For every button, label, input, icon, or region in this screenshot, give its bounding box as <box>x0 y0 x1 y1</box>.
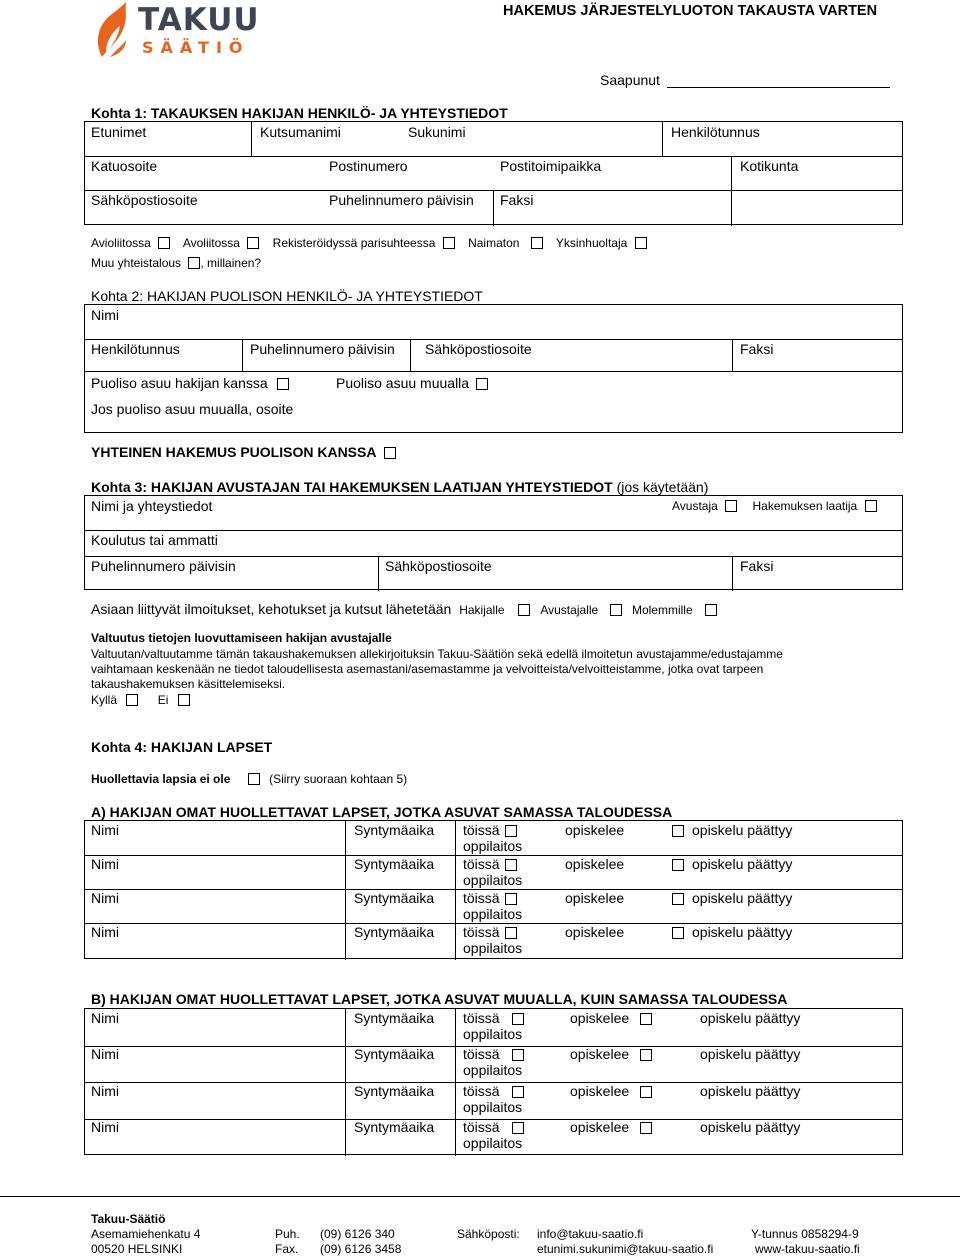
cohabiting-checkbox[interactable] <box>247 237 259 249</box>
spouse-ssn-field[interactable]: Henkilötunnus <box>91 341 180 357</box>
child-birthdate-field[interactable]: Syntymäaika <box>354 1046 435 1062</box>
cohabiting-label: Avoliitossa <box>182 236 240 250</box>
no-children-checkbox[interactable] <box>248 773 260 785</box>
child-studying-checkbox[interactable] <box>640 1049 652 1061</box>
spouse-elsewhere-row <box>336 375 488 391</box>
joint-application-label: YHTEINEN HAKEMUS PUOLISON KANSSA <box>91 444 376 460</box>
notice-applicant-label: Hakijalle <box>459 603 505 617</box>
logo <box>92 2 260 60</box>
child-working-label: töissä <box>463 924 500 940</box>
child-studies-end-label: opiskelu päättyy <box>692 924 793 940</box>
authorization-title: Valtuutus tietojen luovuttamiseen hakijan avustajalle <box>91 631 392 645</box>
child-working-label: töissä <box>463 1083 500 1099</box>
single-checkbox[interactable] <box>531 237 543 249</box>
child-studies-end-label: opiskelu päättyy <box>700 1083 801 1099</box>
spouse-address-field[interactable]: Jos puoliso asuu muualla, osoite <box>91 401 294 417</box>
footer-org: Takuu-Säätiö <box>91 1212 166 1226</box>
child-studies-end-label: opiskelu päättyy <box>700 1010 801 1026</box>
assistant-email-field[interactable]: Sähköpostiosoite <box>385 558 492 574</box>
child-school-field[interactable]: oppilaitos <box>463 906 523 922</box>
footer-divider <box>0 1196 960 1197</box>
child-name-field[interactable]: Nimi <box>91 1083 119 1099</box>
assistant-name-field[interactable]: Nimi ja yhteystiedot <box>91 498 213 514</box>
assistant-fax-field[interactable]: Faksi <box>740 558 774 574</box>
footer-email-link[interactable]: info@takuu-saatio.fi <box>537 1227 644 1241</box>
child-birthdate-field[interactable]: Syntymäaika <box>354 890 435 906</box>
child-school-field[interactable]: oppilaitos <box>463 940 523 956</box>
child-working-label: töissä <box>463 856 500 872</box>
spouse-same-household-label: Puoliso asuu hakijan kanssa <box>91 375 268 391</box>
other-household-row <box>91 256 261 270</box>
other-household-label: Muu yhteistalous <box>91 256 182 270</box>
married-checkbox[interactable] <box>158 237 170 249</box>
child-birthdate-field[interactable]: Syntymäaika <box>354 822 435 838</box>
fax-field[interactable]: Faksi <box>500 192 534 208</box>
email-field[interactable]: Sähköpostiosoite <box>91 192 198 208</box>
spouse-name-field[interactable]: Nimi <box>91 307 119 323</box>
other-household-suffix: , millainen? <box>200 256 262 270</box>
child-name-field[interactable]: Nimi <box>91 924 119 940</box>
child-working-checkbox[interactable] <box>505 859 517 871</box>
footer-web-link[interactable]: www-takuu-saatio.fi <box>755 1242 860 1256</box>
child-name-field[interactable]: Nimi <box>91 1010 119 1026</box>
footer-email-label: Sähköposti: <box>457 1227 520 1241</box>
child-birthdate-field[interactable]: Syntymäaika <box>354 1119 435 1135</box>
child-working-checkbox[interactable] <box>505 927 517 939</box>
authorization-line-3: takaushakemuksen käsittelemiseksi. <box>91 677 286 691</box>
footer-fax-label: Fax. <box>275 1242 299 1256</box>
assistant-checkbox[interactable] <box>725 500 737 512</box>
other-household-checkbox[interactable] <box>188 257 200 269</box>
child-name-field[interactable]: Nimi <box>91 1119 119 1135</box>
child-school-field[interactable]: oppilaitos <box>463 838 523 854</box>
footer-phone: (09) 6126 340 <box>320 1227 395 1241</box>
section3-title-main: Kohta 3: HAKIJAN AVUSTAJAN TAI HAKEMUKSEN LAATIJAN YHTEYSTIEDOT <box>91 479 613 495</box>
logo-sub-text: SÄÄTIÖ <box>142 38 250 57</box>
children-a-title: A) HAKIJAN OMAT HUOLLETTAVAT LAPSET, JOTKA ASUVAT SAMASSA TALOUDESSA <box>91 804 673 820</box>
notice-both-checkbox[interactable] <box>705 604 717 616</box>
child-studying-label: opiskelee <box>570 1046 630 1062</box>
child-birthdate-field[interactable]: Syntymäaika <box>354 856 435 872</box>
yes-checkbox[interactable] <box>126 694 138 706</box>
spouse-same-household-row <box>91 375 289 391</box>
child-school-field[interactable]: oppilaitos <box>463 1135 523 1151</box>
child-studies-end-label: opiskelu päättyy <box>700 1119 801 1135</box>
section1-table <box>84 121 903 225</box>
section3-title-suffix: (jos käytetään) <box>616 479 709 495</box>
footer-fax: (09) 6126 3458 <box>320 1242 402 1256</box>
footer-business-id: Y-tunnus 0858294-9 <box>751 1227 859 1241</box>
flame-logo-icon <box>92 2 134 60</box>
child-studying-checkbox[interactable] <box>672 825 684 837</box>
children-b-title: B) HAKIJAN OMAT HUOLLETTAVAT LAPSET, JOTKA ASUVAT MUUALLA, KUIN SAMASSA TALOUDESSA <box>91 991 788 1007</box>
registered-partnership-checkbox[interactable] <box>443 237 455 249</box>
child-school-field[interactable]: oppilaitos <box>463 1026 523 1042</box>
child-studying-label: opiskelee <box>570 1119 630 1135</box>
single-label: Naimaton <box>468 236 520 250</box>
no-children-row <box>91 772 407 786</box>
notice-both-label: Molemmille <box>631 603 693 617</box>
section2-table <box>84 304 903 433</box>
preparer-label: Hakemuksen laatija <box>752 499 858 513</box>
no-children-note: (Siirry suoraan kohtaan 5) <box>269 772 408 786</box>
notices-label: Asiaan liittyvät ilmoitukset, kehotukset ja kutsut lähetetään <box>91 601 452 617</box>
child-studying-checkbox[interactable] <box>672 927 684 939</box>
section2-title: Kohta 2: HAKIJAN PUOLISON HENKILÖ- JA YHTEYSTIEDOT <box>91 288 483 304</box>
child-working-label: töissä <box>463 1010 500 1026</box>
street-field[interactable]: Katuosoite <box>91 158 158 174</box>
child-school-field[interactable]: oppilaitos <box>463 1062 523 1078</box>
section3-table <box>84 495 903 590</box>
child-birthdate-field[interactable]: Syntymäaika <box>354 924 435 940</box>
footer-city: 00520 HELSINKI <box>91 1242 183 1256</box>
child-studying-label: opiskelee <box>570 1010 630 1026</box>
child-name-field[interactable]: Nimi <box>91 856 119 872</box>
spouse-fax-field[interactable]: Faksi <box>740 341 774 357</box>
preparer-checkbox[interactable] <box>865 500 877 512</box>
spouse-same-household-checkbox[interactable] <box>277 378 289 390</box>
registered-partnership-label: Rekisteröidyssä parisuhteessa <box>272 236 436 250</box>
section4-title: Kohta 4: HAKIJAN LAPSET <box>91 739 273 755</box>
footer-email2-link[interactable]: etunimi.sukunimi@takuu-saatio.fi <box>537 1242 714 1256</box>
child-studies-end-label: opiskelu päättyy <box>692 890 793 906</box>
no-checkbox[interactable] <box>178 694 190 706</box>
child-studying-checkbox[interactable] <box>640 1086 652 1098</box>
child-name-field[interactable]: Nimi <box>91 822 119 838</box>
assistant-label: Avustaja <box>672 499 718 513</box>
child-working-checkbox[interactable] <box>512 1122 524 1134</box>
logo-main-text: TAKUU <box>138 2 260 38</box>
child-working-label: töissä <box>463 1119 500 1135</box>
surname-field[interactable]: Sukunimi <box>408 124 466 140</box>
education-field[interactable]: Koulutus tai ammatti <box>91 532 218 548</box>
spouse-elsewhere-checkbox[interactable] <box>476 378 488 390</box>
marital-status-row <box>91 236 647 250</box>
postcode-field[interactable]: Postinumero <box>329 158 408 174</box>
nickname-field[interactable]: Kutsumanimi <box>260 124 341 140</box>
child-studies-end-label: opiskelu päättyy <box>700 1046 801 1062</box>
child-name-field[interactable]: Nimi <box>91 890 119 906</box>
child-studying-label: opiskelee <box>565 924 625 940</box>
child-working-checkbox[interactable] <box>505 825 517 837</box>
received-label: Saapunut <box>600 72 660 88</box>
child-birthdate-field[interactable]: Syntymäaika <box>354 1083 435 1099</box>
child-studying-label: opiskelee <box>565 890 625 906</box>
child-working-checkbox[interactable] <box>512 1049 524 1061</box>
ssn-field[interactable]: Henkilötunnus <box>671 124 760 140</box>
child-working-label: töissä <box>463 822 500 838</box>
no-children-label: Huollettavia lapsia ei ole <box>91 772 231 786</box>
spouse-phone-field[interactable]: Puhelinnumero päivisin <box>250 341 395 357</box>
child-school-field[interactable]: oppilaitos <box>463 872 523 888</box>
municipality-field[interactable]: Kotikunta <box>740 158 799 174</box>
child-studies-end-label: opiskelu päättyy <box>692 856 793 872</box>
child-working-label: töissä <box>463 1046 500 1062</box>
married-label: Avioliitossa <box>91 236 151 250</box>
section3-title <box>91 479 708 495</box>
city-field[interactable]: Postitoimipaikka <box>500 158 602 174</box>
assistant-role-row <box>672 499 877 513</box>
child-birthdate-field[interactable]: Syntymäaika <box>354 1010 435 1026</box>
assistant-phone-field[interactable]: Puhelinnumero päivisin <box>91 558 236 574</box>
single-parent-label: Yksinhuoltaja <box>555 236 628 250</box>
spouse-email-field[interactable]: Sähköpostiosoite <box>425 341 532 357</box>
child-studying-label: opiskelee <box>570 1083 630 1099</box>
child-studying-label: opiskelee <box>565 822 625 838</box>
child-school-field[interactable]: oppilaitos <box>463 1099 523 1115</box>
section1-title: Kohta 1: TAKAUKSEN HAKIJAN HENKILÖ- JA YHTEYSTIEDOT <box>91 105 508 121</box>
notices-row <box>91 601 717 617</box>
footer-phone-label: Puh. <box>275 1227 300 1241</box>
authorization-line-1: Valtuutan/valtuutamme tämän takaushakemuksen allekirjoituksin Takuu-Säätiön sekä edellä ilmoitetun avustajamme/edustajamme <box>91 647 783 661</box>
child-working-checkbox[interactable] <box>512 1013 524 1025</box>
child-studying-checkbox[interactable] <box>672 893 684 905</box>
child-working-checkbox[interactable] <box>505 893 517 905</box>
single-parent-checkbox[interactable] <box>635 237 647 249</box>
child-working-label: töissä <box>463 890 500 906</box>
child-studies-end-label: opiskelu päättyy <box>692 822 793 838</box>
spouse-elsewhere-label: Puoliso asuu muualla <box>336 375 470 391</box>
notice-assistant-checkbox[interactable] <box>610 604 622 616</box>
notice-applicant-checkbox[interactable] <box>518 604 530 616</box>
notice-assistant-label: Avustajalle <box>540 603 599 617</box>
child-working-checkbox[interactable] <box>512 1086 524 1098</box>
no-label: Ei <box>157 693 169 707</box>
yes-label: Kyllä <box>91 693 118 707</box>
first-names-field[interactable]: Etunimet <box>91 124 147 140</box>
phone-field[interactable]: Puhelinnumero päivisin <box>329 192 474 208</box>
authorization-choice-row <box>91 693 190 707</box>
child-studying-checkbox[interactable] <box>640 1122 652 1134</box>
joint-application-checkbox[interactable] <box>384 447 396 459</box>
document-title: HAKEMUS JÄRJESTELYLUOTON TAKAUSTA VARTEN <box>503 3 878 19</box>
child-studying-label: opiskelee <box>565 856 625 872</box>
child-name-field[interactable]: Nimi <box>91 1046 119 1062</box>
authorization-line-2: vaihtamaan keskenään ne tiedot taloudellisesta asemastani/asemastamme ja velvoitteista/velvoitteistamme, jotka ovat tarpeen <box>91 662 764 676</box>
footer-street: Asemamiehenkatu 4 <box>91 1227 201 1241</box>
joint-application-row <box>91 444 396 460</box>
child-studying-checkbox[interactable] <box>672 859 684 871</box>
received-field[interactable] <box>667 87 890 88</box>
child-studying-checkbox[interactable] <box>640 1013 652 1025</box>
